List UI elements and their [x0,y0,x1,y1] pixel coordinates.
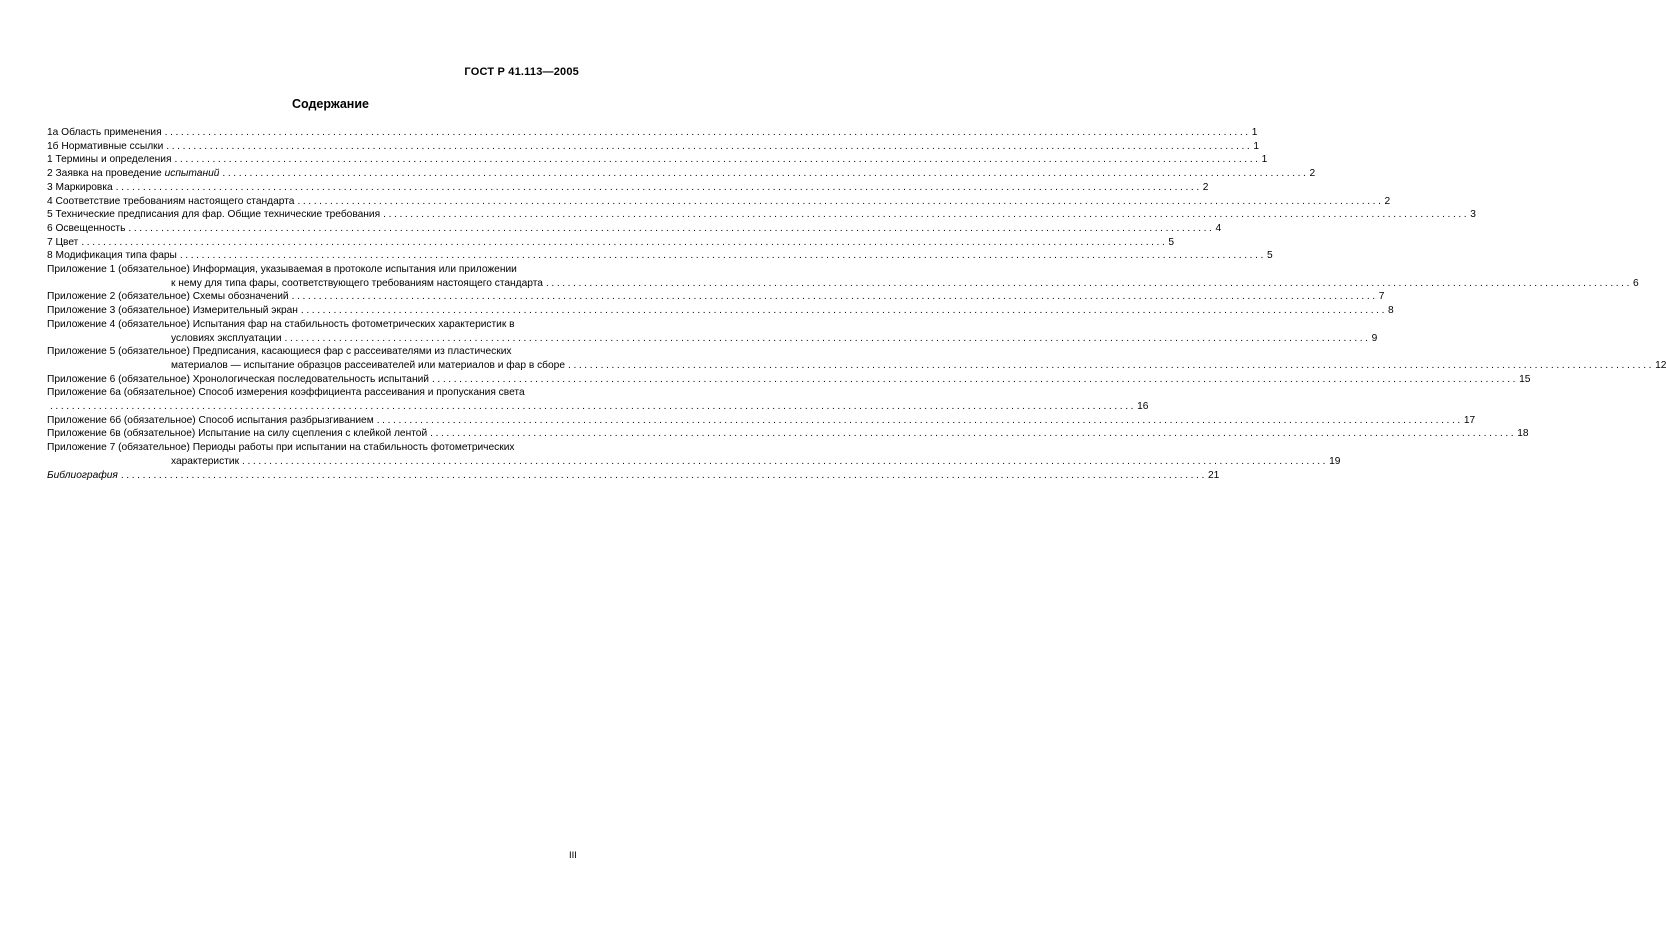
toc-page-number: 21 [1207,469,1220,481]
toc-entry-text: Приложение 6а (обязательное) Способ измерения коэффициента рассеивания и пропускания света [47,387,525,399]
toc-entry-text: 7 Цвет [47,236,79,248]
toc-entry-annex-6b[interactable] [47,414,1476,428]
toc-leader: ........................................................................................................................................................................................................ [242,455,1329,467]
toc-entry-text-cont: к нему для типа фары, соответствующего требованиям настоящего стандарта [171,277,543,289]
toc-leader: ........................................................................................................................................................................................................ [81,236,1168,248]
toc-leader: ........................................................................................................................................................................................................ [376,414,1463,426]
toc-entry-text: Приложение 7 (обязательное) Периоды работы при испытании на стабильность фотометрических [47,442,515,454]
toc-entry-text-italic: испытаний [164,168,220,180]
toc-entry-annex-6a[interactable] [47,386,1149,413]
toc-leader: ........................................................................................................................................................................................................ [300,305,1388,317]
toc-leader: ........................................................................................................................................................................................................ [383,209,1470,221]
toc-leader: ........................................................................................................................................................................................................ [430,428,1517,440]
toc-page-number: 1 [1251,127,1258,138]
toc-entry-text: Приложение 6 (обязательное) Хронологическая последовательность испытаний [47,373,429,385]
document-id: ГОСТ Р 41.113—2005 [464,66,579,78]
toc-entry-text: 1 Термины и определения [47,154,172,166]
toc-page-number: 6 [1633,277,1639,289]
toc-entry-annex-6v[interactable] [47,427,1529,441]
toc-entry-5[interactable] [47,208,1476,222]
toc-leader: ........................................................................................................................................................................................................ [179,250,1266,262]
toc-page-number: 18 [1517,428,1529,440]
toc-page-number: 12 [1655,359,1666,371]
page-number: III [569,850,577,861]
toc-page-number: 3 [1470,209,1476,221]
toc-leader: ........................................................................................................................................................................................................ [115,181,1202,193]
toc-entry-1[interactable] [47,153,1268,167]
toc-entry-text: Приложение 1 (обязательное) Информация, указываемая в протоколе испытания или приложении [47,264,517,276]
toc-entry-text: 1б Нормативные ссылки [47,140,164,152]
toc-leader: ........................................................................................................................................................................................................ [128,222,1215,234]
table-of-contents [47,126,1666,482]
page-title: Содержание [291,97,369,111]
toc-page-number: 8 [1388,305,1394,317]
toc-leader: ........................................................................................................................................................................................................ [297,195,1384,207]
toc-leader: ........................................................................................................................................................................................................ [284,332,1371,344]
toc-entry-text: Библиография [47,469,118,481]
toc-leader: ........................................................................................................................................................................................................ [166,140,1253,152]
toc-entry-7[interactable] [47,236,1175,250]
toc-entry-text: 6 Освещенность [47,222,126,234]
toc-leader: ........................................................................................................................................................................................................ [50,401,1137,413]
toc-entry-text: Приложение 6б (обязательное) Способ испытания разбрызгиванием [47,414,374,426]
toc-entry-text-plain: 2 Заявка на проведение [47,168,165,180]
toc-entry-annex-1[interactable] [47,263,1639,290]
toc-leader: ........................................................................................................................................................................................................ [545,277,1633,289]
toc-entry-4[interactable] [47,195,1391,209]
toc-entry-text: Приложение 3 (обязательное) Измерительный экран [47,305,298,317]
toc-page-number: 2 [1202,181,1209,193]
toc-page-number: 9 [1371,332,1378,344]
toc-entry-text: Приложение 5 (обязательное) Предписания, касающиеся фар с рассеивателями из пластических [47,346,512,358]
toc-leader: ........................................................................................................................................................................................................ [222,168,1309,180]
toc-entry-bibliography[interactable] [47,469,1220,483]
toc-leader: ........................................................................................................................................................................................................ [164,127,1251,138]
toc-leader: ........................................................................................................................................................................................................ [120,469,1207,481]
toc-entry-1b[interactable] [47,140,1260,154]
toc-entry-1a[interactable] [47,126,1258,140]
toc-entry-text-cont: материалов — испытание образцов рассеивателей или материалов и фар в сборе [171,359,566,371]
toc-entry-text [47,167,219,181]
toc-entry-6[interactable] [47,222,1222,236]
toc-page-number: 2 [1309,168,1316,180]
toc-page-number: 2 [1384,195,1391,207]
toc-entry-text: Приложение 6в (обязательное) Испытание на силу сцепления с клейкой лентой [47,428,428,440]
toc-entry-annex-5[interactable] [47,345,1666,372]
toc-page-number: 7 [1378,291,1385,303]
toc-entry-2[interactable] [47,167,1316,181]
toc-leader: ........................................................................................................................................................................................................ [291,291,1378,303]
toc-entry-text-cont: характеристик [171,455,240,467]
toc-page-number: 1 [1261,154,1268,166]
toc-leader: ........................................................................................................................................................................................................ [174,154,1261,166]
toc-leader: ........................................................................................................................................................................................................ [568,359,1655,371]
toc-entry-annex-3[interactable] [47,304,1394,318]
toc-entry-8[interactable] [47,249,1273,263]
toc-entry-annex-6[interactable] [47,373,1531,387]
toc-entry-text: 4 Соответствие требованиям настоящего стандарта [47,195,295,207]
toc-entry-annex-7[interactable] [47,441,1341,468]
toc-entry-text: 8 Модификация типа фары [47,250,177,262]
toc-page-number: 1 [1253,140,1260,152]
toc-entry-text: Приложение 4 (обязательное) Испытания фар на стабильность фотометрических характеристик в [47,318,515,330]
toc-entry-annex-2[interactable] [47,290,1385,304]
toc-entry-text: Приложение 2 (обязательное) Схемы обозначений [47,291,289,303]
toc-page-number: 16 [1137,401,1149,413]
toc-page-number: 5 [1168,236,1175,248]
toc-leader: ........................................................................................................................................................................................................ [431,373,1519,385]
toc-entry-text: 5 Технические предписания для фар. Общие технические требования [47,209,381,221]
toc-entry-3[interactable] [47,181,1209,195]
toc-entry-text: 1а Область применения [47,127,162,138]
toc-page-number: 5 [1266,250,1273,262]
toc-page-number: 17 [1463,414,1476,426]
toc-page-number: 19 [1329,455,1341,467]
toc-entry-text-cont: условиях эксплуатации [171,332,282,344]
toc-page-number: 15 [1519,373,1531,385]
toc-page-number: 4 [1215,222,1222,234]
toc-entry-annex-4[interactable] [47,318,1378,345]
toc-entry-text: 3 Маркировка [47,181,113,193]
